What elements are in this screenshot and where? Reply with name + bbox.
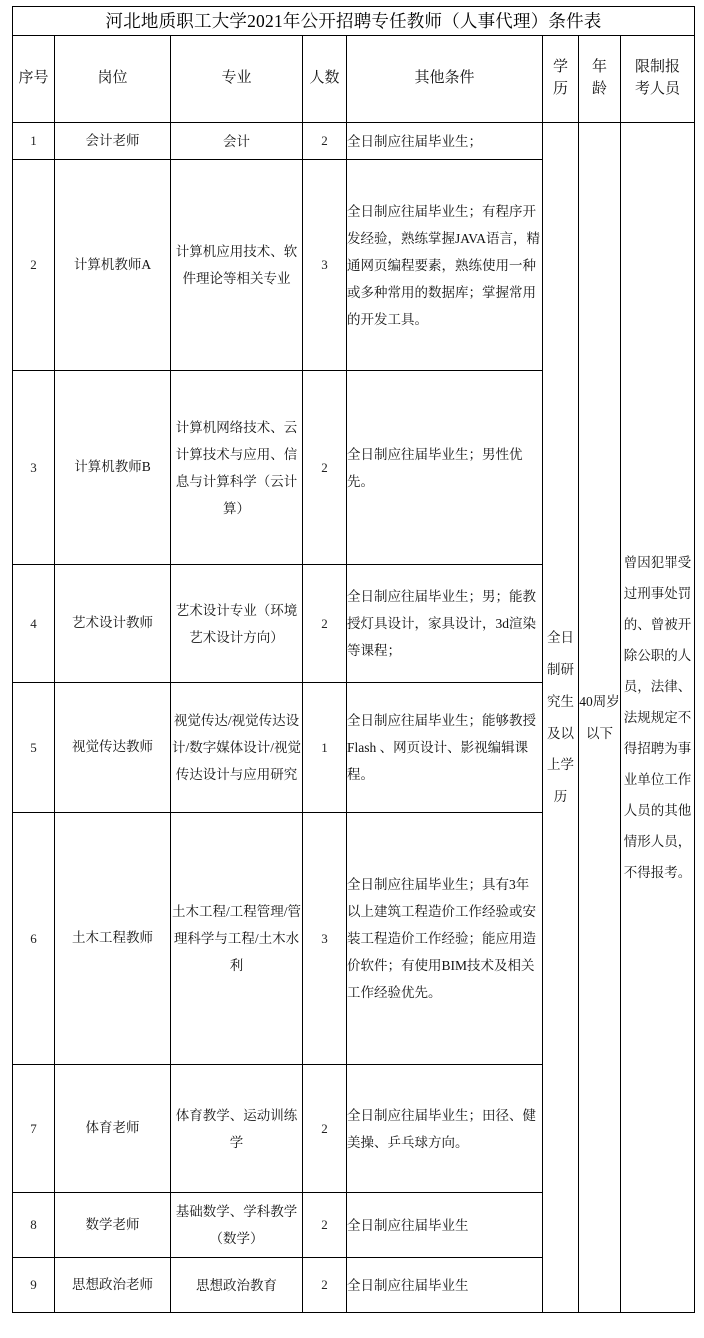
cell-age-merged (579, 123, 621, 1313)
cell-major: 计算机应用技术、软件理论等相关专业 (171, 160, 303, 371)
restricted-applicants-text: 曾因犯罪受过刑事处罚的、曾被开除公职的人员，法律、法规规定不得招聘为事业单位工作人员的其他情形人员，不得报考。 (623, 554, 692, 881)
column-header-age-line1: 年 (591, 59, 607, 76)
recruitment-conditions-table (12, 6, 695, 1313)
cell-other-conditions: 全日制应往届毕业生；具有3年以上建筑工程造价工作经验或安装工程造价工作经验；能应用造价软件；有使用BIM技术及相关工作经验优先。 (347, 813, 543, 1065)
cell-post: 计算机教师A (55, 160, 171, 371)
cell-post: 思想政治老师 (55, 1258, 171, 1313)
cell-index: 5 (13, 683, 55, 813)
cell-other-conditions: 全日制应往届毕业生 (347, 1258, 543, 1313)
column-header-restricted-line2: 考人员 (634, 81, 680, 97)
column-header-other-conditions: 其他条件 (347, 36, 543, 123)
cell-education-merged (543, 123, 579, 1313)
cell-other-conditions: 全日制应往届毕业生 (347, 1193, 543, 1258)
cell-other-conditions: 全日制应往届毕业生； (347, 123, 543, 160)
column-header-post: 岗位 (55, 36, 171, 123)
cell-count: 1 (303, 683, 347, 813)
cell-major: 体育教学、运动训练学 (171, 1065, 303, 1193)
cell-index: 3 (13, 371, 55, 565)
cell-major: 艺术设计专业（环境艺术设计方向） (171, 565, 303, 683)
cell-index: 2 (13, 160, 55, 371)
cell-count: 2 (303, 1258, 347, 1313)
cell-major: 视觉传达/视觉传达设计/数字媒体设计/视觉传达设计与应用研究 (171, 683, 303, 813)
column-header-age-line2: 龄 (591, 81, 607, 97)
cell-major: 计算机网络技术、云计算技术与应用、信息与计算科学（云计算） (171, 371, 303, 565)
column-header-count: 人数 (303, 36, 347, 123)
column-header-major: 专业 (171, 36, 303, 123)
cell-post: 计算机教师B (55, 371, 171, 565)
cell-post: 艺术设计教师 (55, 565, 171, 683)
cell-count: 2 (303, 123, 347, 160)
table-header-row (13, 36, 695, 123)
cell-other-conditions: 全日制应往届毕业生；男；能教授灯具设计，家具设计，3d渲染等课程； (347, 565, 543, 683)
cell-index: 9 (13, 1258, 55, 1313)
cell-other-conditions: 全日制应往届毕业生；田径、健美操、乒乓球方向。 (347, 1065, 543, 1193)
cell-count: 2 (303, 565, 347, 683)
cell-count: 3 (303, 813, 347, 1065)
education-requirement-text: 全日制研究生及以上学历 (547, 630, 574, 804)
table-title-row (13, 7, 695, 36)
cell-major: 土木工程/工程管理/管理科学与工程/土木水利 (171, 813, 303, 1065)
cell-major: 基础数学、学科教学（数学） (171, 1193, 303, 1258)
cell-index: 6 (13, 813, 55, 1065)
cell-index: 7 (13, 1065, 55, 1193)
age-requirement-text: 40周岁以下 (579, 693, 620, 741)
cell-other-conditions: 全日制应往届毕业生；有程序开发经验，熟练掌握JAVA语言，精通网页编程要素，熟练使用一种或多种常用的数据库；掌握常用的开发工具。 (347, 160, 543, 371)
cell-post: 数学老师 (55, 1193, 171, 1258)
cell-post: 会计老师 (55, 123, 171, 160)
column-header-restricted-applicants (621, 36, 695, 123)
page-title: 河北地质职工大学2021年公开招聘专任教师（人事代理）条件表 (13, 7, 695, 36)
cell-post: 体育老师 (55, 1065, 171, 1193)
cell-index: 1 (13, 123, 55, 160)
column-header-restricted-line1: 限制报 (634, 59, 680, 76)
cell-count: 3 (303, 160, 347, 371)
column-header-age (579, 36, 621, 123)
cell-other-conditions: 全日制应往届毕业生；能够教授Flash 、网页设计、影视编辑课程。 (347, 683, 543, 813)
cell-count: 2 (303, 371, 347, 565)
column-header-index: 序号 (13, 36, 55, 123)
column-header-education (543, 36, 579, 123)
cell-major: 思想政治教育 (171, 1258, 303, 1313)
cell-other-conditions: 全日制应往届毕业生；男性优先。 (347, 371, 543, 565)
cell-restricted-applicants-merged (621, 123, 695, 1313)
cell-post: 视觉传达教师 (55, 683, 171, 813)
cell-count: 2 (303, 1193, 347, 1258)
cell-index: 8 (13, 1193, 55, 1258)
table-row (13, 123, 695, 160)
cell-major: 会计 (171, 123, 303, 160)
column-header-education-line2: 历 (552, 81, 568, 97)
cell-count: 2 (303, 1065, 347, 1193)
cell-post: 土木工程教师 (55, 813, 171, 1065)
column-header-education-line1: 学 (552, 59, 568, 76)
cell-index: 4 (13, 565, 55, 683)
